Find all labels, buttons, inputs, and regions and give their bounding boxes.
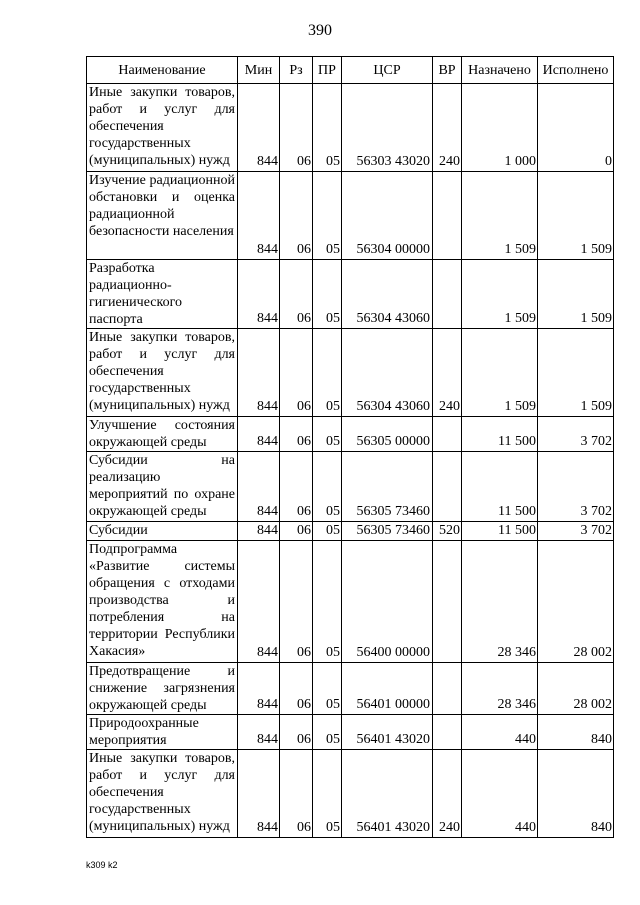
row-min: 844 bbox=[238, 329, 280, 417]
row-csr: 56303 43020 bbox=[342, 84, 433, 172]
row-assigned: 11 500 bbox=[462, 452, 538, 522]
row-vr bbox=[433, 452, 462, 522]
row-rz: 06 bbox=[280, 522, 313, 541]
table-row bbox=[87, 750, 614, 838]
row-pr: 05 bbox=[313, 715, 342, 750]
row-vr: 520 bbox=[433, 522, 462, 541]
row-name: Иные закупки товаров, работ и услуг для обеспечения государственных (муниципальных) нужд bbox=[87, 329, 238, 417]
row-min: 844 bbox=[238, 663, 280, 715]
row-pr: 05 bbox=[313, 452, 342, 522]
row-rz: 06 bbox=[280, 329, 313, 417]
row-rz: 06 bbox=[280, 452, 313, 522]
table-row bbox=[87, 260, 614, 329]
row-pr: 05 bbox=[313, 750, 342, 838]
table-row bbox=[87, 452, 614, 522]
row-executed: 3 702 bbox=[538, 522, 614, 541]
row-executed: 1 509 bbox=[538, 172, 614, 260]
row-pr: 05 bbox=[313, 541, 342, 663]
row-assigned: 1 509 bbox=[462, 260, 538, 329]
row-csr: 56305 00000 bbox=[342, 417, 433, 452]
row-csr: 56401 43020 bbox=[342, 715, 433, 750]
table-row bbox=[87, 715, 614, 750]
row-assigned: 1 509 bbox=[462, 329, 538, 417]
row-pr: 05 bbox=[313, 329, 342, 417]
row-name: Разработка радиационно-гигиенического паспорта bbox=[87, 260, 238, 329]
row-assigned: 440 bbox=[462, 750, 538, 838]
row-rz: 06 bbox=[280, 715, 313, 750]
row-csr: 56304 43060 bbox=[342, 329, 433, 417]
row-vr: 240 bbox=[433, 84, 462, 172]
header-pr: ПР bbox=[313, 57, 342, 84]
row-csr: 56401 43020 bbox=[342, 750, 433, 838]
row-assigned: 1 000 bbox=[462, 84, 538, 172]
table-header-row bbox=[87, 57, 614, 84]
row-assigned: 1 509 bbox=[462, 172, 538, 260]
row-assigned: 28 346 bbox=[462, 541, 538, 663]
row-min: 844 bbox=[238, 715, 280, 750]
row-executed: 840 bbox=[538, 715, 614, 750]
header-name: Наименование bbox=[87, 57, 238, 84]
header-rz: Рз bbox=[280, 57, 313, 84]
row-rz: 06 bbox=[280, 541, 313, 663]
row-pr: 05 bbox=[313, 260, 342, 329]
row-min: 844 bbox=[238, 522, 280, 541]
row-assigned: 11 500 bbox=[462, 522, 538, 541]
row-rz: 06 bbox=[280, 84, 313, 172]
footer-code: k309 k2 bbox=[86, 860, 118, 870]
row-executed: 28 002 bbox=[538, 541, 614, 663]
row-vr: 240 bbox=[433, 750, 462, 838]
row-rz: 06 bbox=[280, 663, 313, 715]
row-rz: 06 bbox=[280, 417, 313, 452]
row-vr bbox=[433, 172, 462, 260]
row-csr: 56304 43060 bbox=[342, 260, 433, 329]
row-min: 844 bbox=[238, 541, 280, 663]
table-row bbox=[87, 541, 614, 663]
budget-table bbox=[86, 56, 614, 838]
row-csr: 56401 00000 bbox=[342, 663, 433, 715]
row-rz: 06 bbox=[280, 260, 313, 329]
row-csr: 56305 73460 bbox=[342, 522, 433, 541]
row-pr: 05 bbox=[313, 417, 342, 452]
row-executed: 1 509 bbox=[538, 329, 614, 417]
row-csr: 56304 00000 bbox=[342, 172, 433, 260]
header-csr: ЦСР bbox=[342, 57, 433, 84]
row-assigned: 11 500 bbox=[462, 417, 538, 452]
row-executed: 28 002 bbox=[538, 663, 614, 715]
row-executed: 840 bbox=[538, 750, 614, 838]
row-name: Улучшение состояния окружающей среды bbox=[87, 417, 238, 452]
row-executed: 3 702 bbox=[538, 452, 614, 522]
row-pr: 05 bbox=[313, 522, 342, 541]
row-name: Иные закупки товаров, работ и услуг для обеспечения государственных (муниципальных) нужд bbox=[87, 84, 238, 172]
table-row bbox=[87, 663, 614, 715]
row-executed: 1 509 bbox=[538, 260, 614, 329]
row-pr: 05 bbox=[313, 172, 342, 260]
row-pr: 05 bbox=[313, 663, 342, 715]
row-csr: 56400 00000 bbox=[342, 541, 433, 663]
row-name: Подпрограмма «Развитие системы обращения с отходами производства и потребления на территории Республики Хакасия» bbox=[87, 541, 238, 663]
row-vr bbox=[433, 663, 462, 715]
header-executed: Исполнено bbox=[538, 57, 614, 84]
row-min: 844 bbox=[238, 84, 280, 172]
table-row bbox=[87, 329, 614, 417]
row-vr bbox=[433, 260, 462, 329]
row-vr: 240 bbox=[433, 329, 462, 417]
row-min: 844 bbox=[238, 750, 280, 838]
header-assigned: Назначено bbox=[462, 57, 538, 84]
table-row bbox=[87, 84, 614, 172]
row-vr bbox=[433, 541, 462, 663]
row-name: Природоохранные мероприятия bbox=[87, 715, 238, 750]
row-name: Изучение радиационной обстановки и оценка радиационной безопасности населения bbox=[87, 172, 238, 260]
row-name: Предотвращение и снижение загрязнения окружающей среды bbox=[87, 663, 238, 715]
row-csr: 56305 73460 bbox=[342, 452, 433, 522]
table-row bbox=[87, 522, 614, 541]
row-assigned: 440 bbox=[462, 715, 538, 750]
row-min: 844 bbox=[238, 260, 280, 329]
row-name: Субсидии bbox=[87, 522, 238, 541]
row-min: 844 bbox=[238, 172, 280, 260]
header-min: Мин bbox=[238, 57, 280, 84]
row-rz: 06 bbox=[280, 750, 313, 838]
row-min: 844 bbox=[238, 452, 280, 522]
row-assigned: 28 346 bbox=[462, 663, 538, 715]
header-vr: ВР bbox=[433, 57, 462, 84]
row-pr: 05 bbox=[313, 84, 342, 172]
row-name: Субсидии на реализацию мероприятий по охране окружающей среды bbox=[87, 452, 238, 522]
table-row bbox=[87, 172, 614, 260]
row-min: 844 bbox=[238, 417, 280, 452]
table-row bbox=[87, 417, 614, 452]
row-executed: 3 702 bbox=[538, 417, 614, 452]
row-vr bbox=[433, 715, 462, 750]
row-name: Иные закупки товаров, работ и услуг для обеспечения государственных (муниципальных) нужд bbox=[87, 750, 238, 838]
row-rz: 06 bbox=[280, 172, 313, 260]
row-executed: 0 bbox=[538, 84, 614, 172]
row-vr bbox=[433, 417, 462, 452]
page-number: 390 bbox=[308, 22, 332, 39]
